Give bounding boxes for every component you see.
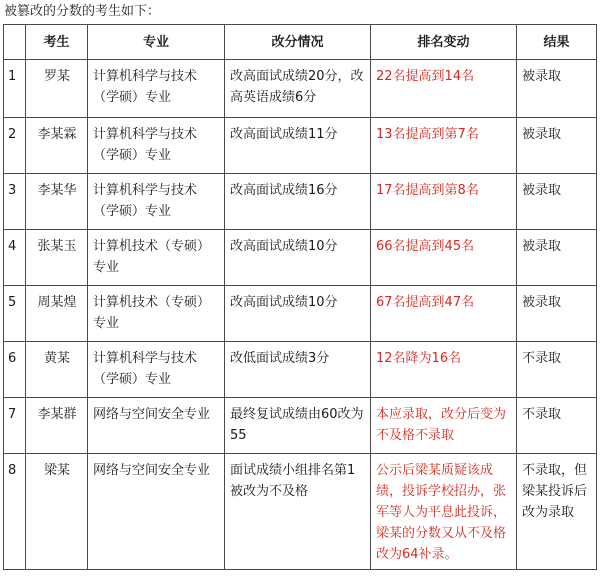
candidate-major: 网络与空间安全专业 [88, 454, 225, 570]
header-candidate: 考生 [26, 25, 88, 60]
row-number: 6 [4, 342, 26, 398]
header-score-change: 改分情况 [225, 25, 371, 60]
score-change: 改高面试成绩16分 [225, 174, 371, 230]
header-index [4, 25, 26, 60]
rank-change: 17名提高到第8名 [371, 174, 517, 230]
rank-change: 12名降为16名 [371, 342, 517, 398]
header-result: 结果 [517, 25, 597, 60]
rank-change: 67名提高到47名 [371, 286, 517, 342]
candidate-major: 网络与空间安全专业 [88, 398, 225, 454]
table-row [4, 230, 597, 286]
score-change: 改高面试成绩10分 [225, 286, 371, 342]
score-change: 改高面试成绩10分 [225, 230, 371, 286]
row-number: 1 [4, 60, 26, 118]
table-row [4, 342, 597, 398]
table-caption: 被篡改的分数的考生如下： [4, 4, 161, 19]
admission-result: 被录取 [517, 230, 597, 286]
rank-change: 13名提高到第7名 [371, 118, 517, 174]
candidate-name: 李某霖 [26, 118, 88, 174]
candidate-name: 黄某 [26, 342, 88, 398]
rank-change: 本应录取，改分后变为不及格不录取 [371, 398, 517, 454]
row-number: 2 [4, 118, 26, 174]
candidate-major: 计算机技术（专硕）专业 [88, 286, 225, 342]
score-tampering-table [3, 24, 597, 570]
score-change: 改低面试成绩3分 [225, 342, 371, 398]
candidate-name: 李某群 [26, 398, 88, 454]
candidate-major: 计算机科学与技术（学硕）专业 [88, 118, 225, 174]
candidate-major: 计算机科学与技术（学硕）专业 [88, 60, 225, 118]
row-number: 7 [4, 398, 26, 454]
candidate-major: 计算机技术（专硕）专业 [88, 230, 225, 286]
admission-result: 被录取 [517, 60, 597, 118]
table-row [4, 454, 597, 570]
score-change: 改高面试成绩20分，改高英语成绩6分 [225, 60, 371, 118]
admission-result: 被录取 [517, 118, 597, 174]
candidate-name: 张某玉 [26, 230, 88, 286]
table-row [4, 118, 597, 174]
candidate-major: 计算机科学与技术（学硕）专业 [88, 174, 225, 230]
row-number: 5 [4, 286, 26, 342]
admission-result: 不录取，但梁某投诉后改为录取 [517, 454, 597, 570]
candidate-name: 梁某 [26, 454, 88, 570]
table-row [4, 398, 597, 454]
candidate-name: 罗某 [26, 60, 88, 118]
row-number: 8 [4, 454, 26, 570]
rank-change: 22名提高到14名 [371, 60, 517, 118]
table-row [4, 174, 597, 230]
row-number: 3 [4, 174, 26, 230]
row-number: 4 [4, 230, 26, 286]
header-major: 专业 [88, 25, 225, 60]
candidate-major: 计算机科学与技术（学硕）专业 [88, 342, 225, 398]
header-rank-change: 排名变动 [371, 25, 517, 60]
rank-change: 66名提高到45名 [371, 230, 517, 286]
header-row [4, 25, 597, 60]
candidate-name: 周某煌 [26, 286, 88, 342]
admission-result: 被录取 [517, 174, 597, 230]
admission-result: 不录取 [517, 342, 597, 398]
table-row [4, 286, 597, 342]
admission-result: 不录取 [517, 398, 597, 454]
rank-change: 公示后梁某质疑该成绩，投诉学校招办，张军等人为平息此投诉，梁某的分数又从不及格改为64补录。 [371, 454, 517, 570]
candidate-name: 李某华 [26, 174, 88, 230]
table-row [4, 60, 597, 118]
score-change: 面试成绩小组排名第1被改为不及格 [225, 454, 371, 570]
admission-result: 被录取 [517, 286, 597, 342]
score-change: 最终复试成绩由60改为55 [225, 398, 371, 454]
score-change: 改高面试成绩11分 [225, 118, 371, 174]
